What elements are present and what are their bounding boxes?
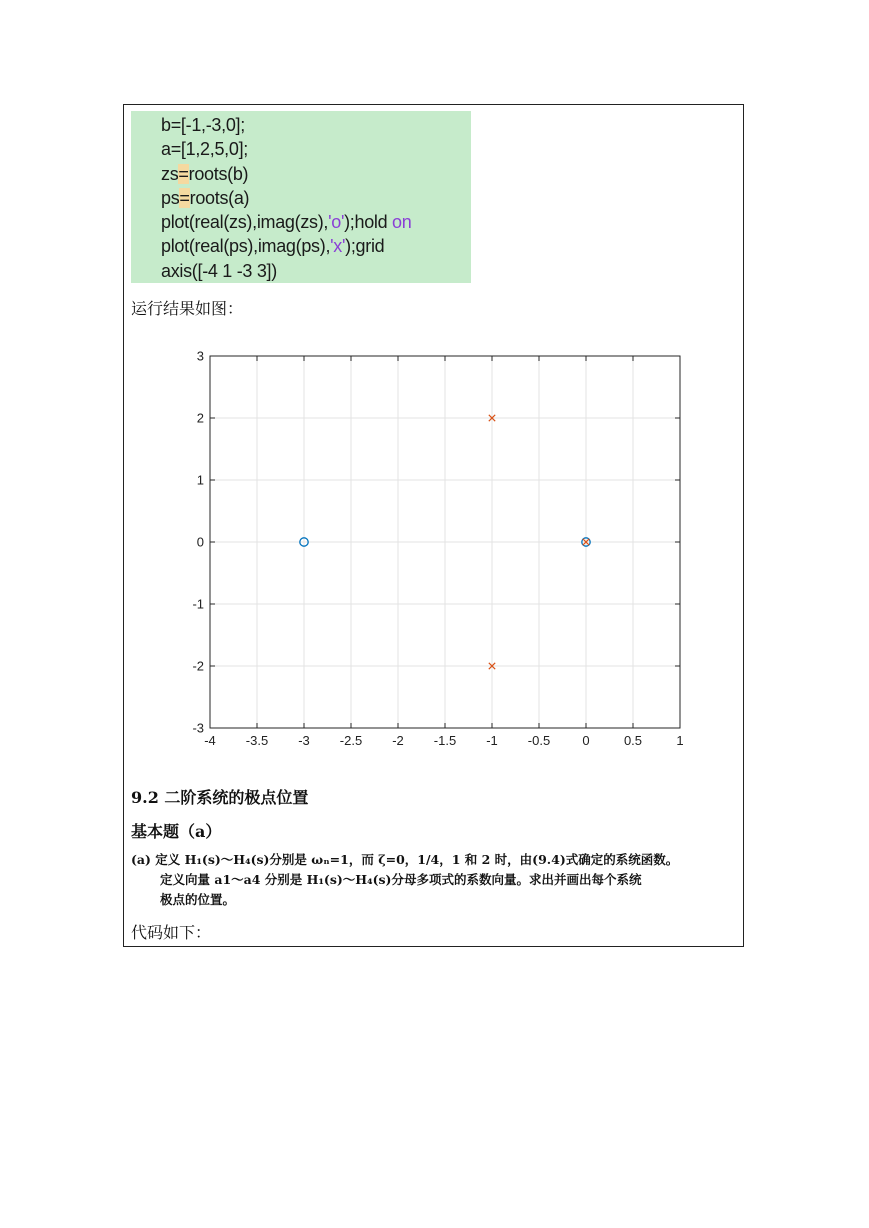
code-line-4: ps=roots(a) [161, 187, 250, 208]
code-caption: 代码如下： [131, 923, 212, 942]
code-line-7: axis([-4 1 -3 3]) [161, 260, 277, 281]
subsection-heading: 基本题（a） [131, 822, 222, 841]
x-tick-label: -0.5 [527, 733, 551, 748]
code-line-3: zs=roots(b) [161, 163, 249, 184]
y-tick-label: 1 [196, 472, 204, 488]
y-tick-label: -2 [192, 658, 204, 674]
x-tick-label: -1.5 [433, 733, 457, 748]
code-line-2: a=[1,2,5,0]; [161, 139, 248, 160]
y-tick-label: 3 [196, 348, 204, 364]
x-tick-label: 1 [676, 733, 684, 748]
y-tick-label: -1 [192, 596, 204, 612]
code-line-6: plot(real(ps),imag(ps),'x');grid [161, 236, 385, 257]
x-tick-label: -1 [486, 733, 498, 748]
code-block [131, 111, 471, 283]
y-tick-label: -3 [192, 720, 204, 736]
code-line-5: plot(real(zs),imag(zs),'o');hold on [161, 212, 412, 233]
y-tick-label: 0 [196, 534, 204, 550]
x-tick-label: 0 [582, 733, 590, 748]
x-tick-label: 0.5 [623, 733, 643, 748]
x-tick-label: -2 [392, 733, 404, 748]
problem-line-1: (a) 定义 H₁(s)～H₄(s)分别是 ωₙ=1，而 ζ=0，1/4，1 和 2 时，由(9.4)式确定的系统函数。 [131, 852, 679, 867]
result-caption: 运行结果如图： [131, 299, 244, 318]
x-tick-label: -3 [298, 733, 310, 748]
problem-statement [131, 850, 731, 910]
x-tick-label: -3.5 [245, 733, 269, 748]
x-tick-label: -4 [204, 733, 216, 748]
x-tick-label: -2.5 [339, 733, 363, 748]
problem-line-2: 定义向量 a1～a4 分别是 H₁(s)～H₄(s)分母多项式的系数向量。求出并画出每个系统 [160, 872, 642, 887]
y-tick-label: 2 [196, 410, 204, 426]
problem-line-3: 极点的位置。 [160, 892, 236, 907]
section-heading: 9.2 二阶系统的极点位置 [131, 788, 309, 807]
pole-zero-plot [180, 346, 700, 756]
code-line-1: b=[-1,-3,0]; [161, 115, 245, 135]
